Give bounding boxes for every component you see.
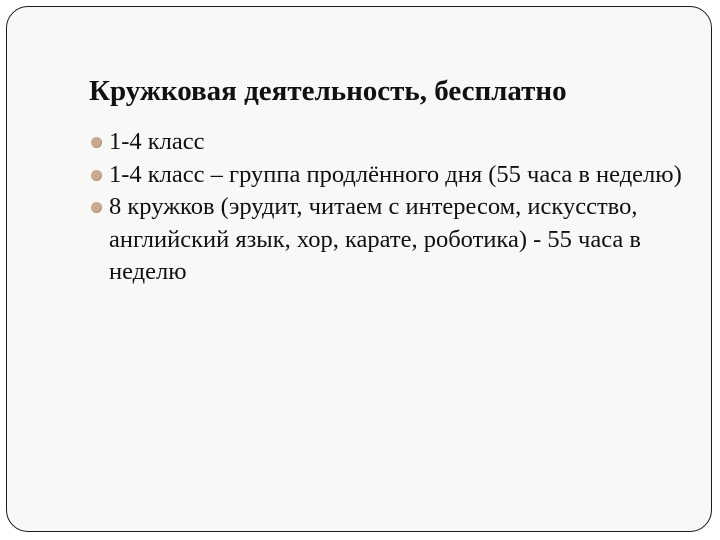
bullet-text: 8 кружков (эрудит, читаем с интересом, искусство, английский язык, хор, карате, роботика) - 55 часа в неделю (109, 193, 641, 285)
bullet-text: 1-4 класс – группа продлённого дня (55 часа в неделю) (109, 160, 682, 188)
bullet-icon (91, 202, 102, 213)
list-item (91, 191, 691, 289)
list-item (91, 126, 691, 159)
bullet-text: 1-4 класс (109, 128, 205, 155)
list-item (91, 159, 691, 192)
slide-title: Кружковая деятельность, бесплатно (89, 75, 567, 107)
slide-frame (6, 6, 712, 532)
bullet-icon (91, 137, 102, 148)
bullet-icon (91, 170, 102, 181)
bullet-list (91, 126, 691, 289)
